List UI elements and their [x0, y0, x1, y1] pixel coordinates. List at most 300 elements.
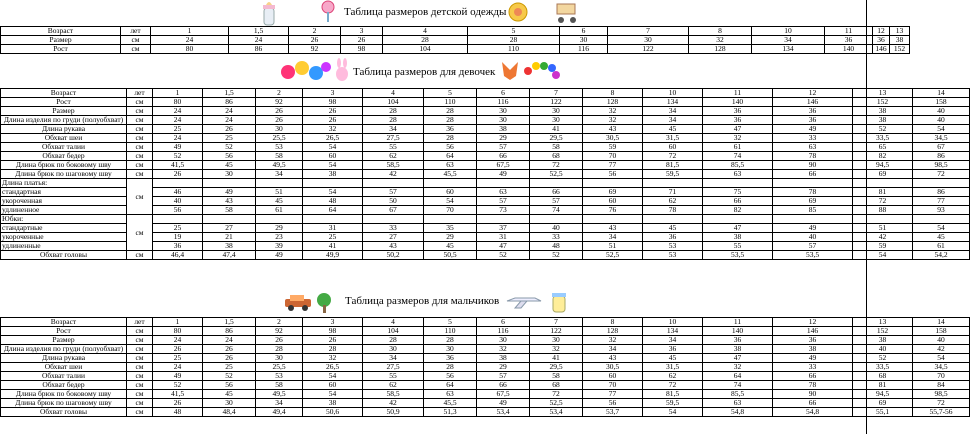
table-cell: 72: [530, 161, 583, 170]
table-cell: 5: [424, 89, 477, 98]
table-cell: 74: [703, 152, 773, 161]
table-cell: 80: [153, 98, 203, 107]
table-cell: 54: [913, 125, 970, 134]
table-cell: 55: [363, 372, 424, 381]
table-cell: 31,5: [643, 363, 703, 372]
table-cell: 25: [153, 354, 203, 363]
table-cell: 6: [477, 89, 530, 98]
table-cell: 30: [530, 336, 583, 345]
table-row: [1, 107, 970, 116]
bunny-icon: [334, 58, 350, 82]
table-cell: 58,5: [363, 390, 424, 399]
table-cell: Возраст: [1, 27, 121, 36]
table-cell: 30: [203, 399, 256, 408]
table-cell: 30: [203, 170, 256, 179]
table-cell: 32: [583, 107, 643, 116]
table-cell: 4: [363, 318, 424, 327]
table-cell: 38: [890, 36, 910, 45]
toy-car-icon: [283, 292, 313, 312]
table-cell: 73: [477, 206, 530, 215]
table-cell: 43: [583, 125, 643, 134]
table-cell: 134: [643, 98, 703, 107]
table-cell: 8: [583, 318, 643, 327]
table-cell: 70: [913, 372, 970, 381]
table-cell: 66: [773, 399, 853, 408]
table-cell: 30: [477, 336, 530, 345]
table-cell: 13: [890, 27, 910, 36]
table-cell: 32: [689, 36, 752, 45]
table-cell: 32: [477, 345, 530, 354]
table-cell: 24: [153, 134, 203, 143]
table-cell: 61: [256, 206, 303, 215]
table-cell: см: [127, 354, 153, 363]
table-cell: 67: [913, 143, 970, 152]
table-cell: стандартная: [1, 188, 127, 197]
table-cell: 140: [825, 45, 873, 54]
table-cell: 1: [151, 27, 229, 36]
table-cell: 69: [853, 170, 913, 179]
table-cell: 93: [913, 206, 970, 215]
table-cell: 45: [643, 354, 703, 363]
table-cell: 6: [477, 318, 530, 327]
table-row: [1, 408, 970, 417]
table-cell: 68: [530, 152, 583, 161]
table-cell: 45: [643, 125, 703, 134]
table-cell: 63: [424, 161, 477, 170]
baby-bottle-icon: [258, 0, 280, 26]
table-cell: 85,5: [703, 390, 773, 399]
beads-icon: [522, 60, 562, 82]
table-cell: 51: [853, 224, 913, 233]
table-cell: 58: [530, 143, 583, 152]
table-cell: 25: [303, 233, 363, 242]
table-cell: 28: [363, 107, 424, 116]
table-cell: 29,5: [530, 363, 583, 372]
table-cell: 57: [477, 372, 530, 381]
table-cell: 25: [153, 125, 203, 134]
table-cell: Обхват шеи: [1, 363, 127, 372]
table-cell: см: [127, 390, 153, 399]
table-cell: 12: [773, 89, 853, 98]
table-cell: 78: [773, 381, 853, 390]
table-cell: 62: [363, 381, 424, 390]
table-cell: 33: [530, 233, 583, 242]
table-cell: 36: [703, 107, 773, 116]
table-cell: 42: [913, 345, 970, 354]
table-cell: 57: [477, 197, 530, 206]
table-cell: 67: [363, 206, 424, 215]
pacifier-icon: [505, 0, 531, 26]
table-cell: 47: [703, 354, 773, 363]
table-cell: 78: [773, 152, 853, 161]
table-cell: 146: [773, 327, 853, 336]
table-cell: 54: [853, 251, 913, 260]
table-cell: Длина брюк по боковому шву: [1, 390, 127, 399]
table-cell: Длина рукава: [1, 354, 127, 363]
table-cell: 55,1: [853, 408, 913, 417]
table-cell: 25: [203, 134, 256, 143]
table-cell: 13: [853, 318, 913, 327]
table-cell: 24: [203, 336, 256, 345]
title-boys: Таблица размеров для мальчиков: [345, 295, 500, 307]
table-cell: 66: [530, 188, 583, 197]
table-cell: 63: [703, 170, 773, 179]
table-cell: 50,9: [363, 408, 424, 417]
table-cell: 36: [643, 233, 703, 242]
table-cell: Размер: [1, 336, 127, 345]
table-cell: 32: [303, 125, 363, 134]
table-cell: 47: [477, 242, 530, 251]
table-cell: 49: [256, 251, 303, 260]
table-cell: Длина изделия по груди (полуобхват): [1, 345, 127, 354]
table-cell: Обхват головы: [1, 251, 127, 260]
table-cell: 63: [703, 399, 773, 408]
table-cell: 14: [913, 89, 970, 98]
table-cell: 49: [773, 354, 853, 363]
table-cell: 64: [303, 206, 363, 215]
table-cell: 60: [643, 143, 703, 152]
table-cell: см: [127, 98, 153, 107]
table-cell: 29: [256, 224, 303, 233]
table-cell: см: [127, 170, 153, 179]
table-cell: 34: [583, 233, 643, 242]
table-cell: Возраст: [1, 89, 127, 98]
table-cell: 56: [203, 152, 256, 161]
table-cell: 5: [424, 318, 477, 327]
table-cell: 46: [153, 188, 203, 197]
table-cell: 45,5: [424, 170, 477, 179]
table-cell: 26: [153, 399, 203, 408]
table-cell: 134: [752, 45, 825, 54]
table-cell: 49: [773, 125, 853, 134]
table-cell: 43: [203, 197, 256, 206]
table-cell: 49,5: [256, 161, 303, 170]
table-cell: 80: [153, 327, 203, 336]
table-cell: 11: [703, 89, 773, 98]
table-cell: 52: [203, 143, 256, 152]
table-cell: 40: [153, 197, 203, 206]
table-cell: 42: [853, 233, 913, 242]
table-cell: 75: [703, 188, 773, 197]
table-row: [1, 336, 970, 345]
table-cell: 64: [424, 152, 477, 161]
table-cell: 36: [424, 354, 477, 363]
table-cell: 30: [256, 354, 303, 363]
table-cell: см: [127, 215, 153, 251]
table-cell: стандартные: [1, 224, 127, 233]
table-cell: 31,5: [643, 134, 703, 143]
table-cell: 104: [363, 98, 424, 107]
table-cell: 47: [703, 125, 773, 134]
table-cell: 58: [530, 372, 583, 381]
table-cell: см: [127, 161, 153, 170]
table-cell: 104: [363, 327, 424, 336]
table-cell: 30,5: [583, 363, 643, 372]
table-cell: 52: [153, 152, 203, 161]
table-cell: 80: [151, 45, 229, 54]
table-cell: 26: [153, 345, 203, 354]
table-cell: 10: [752, 27, 825, 36]
table-cell: 36: [424, 125, 477, 134]
table-cell: 68: [530, 381, 583, 390]
table-cell: 32: [703, 363, 773, 372]
table-cell: 48: [153, 408, 203, 417]
table-cell: 25,5: [256, 134, 303, 143]
table-cell: 33: [363, 224, 424, 233]
table-cell: 49: [477, 399, 530, 408]
table-cell: 59,5: [643, 399, 703, 408]
table-cell: 50: [363, 197, 424, 206]
table-cell: 4: [363, 89, 424, 98]
table-cell: 30: [363, 345, 424, 354]
table-cell: 14: [913, 318, 970, 327]
table-cell: 140: [703, 98, 773, 107]
table-cell: 86: [229, 45, 289, 54]
table-cell: лет: [127, 89, 153, 98]
table-cell: 152: [890, 45, 910, 54]
table-cell: 32: [583, 336, 643, 345]
table-cell: см: [127, 381, 153, 390]
table-cell: 2: [256, 318, 303, 327]
table-cell: 32: [303, 354, 363, 363]
table-cell: 78: [773, 188, 853, 197]
table-cell: 56: [583, 170, 643, 179]
table-cell: 54,8: [773, 408, 853, 417]
table-cell: 72: [853, 197, 913, 206]
table-cell: 28: [303, 345, 363, 354]
table-row: [1, 345, 970, 354]
table-cell: 30: [424, 345, 477, 354]
table-cell: Рост: [1, 98, 127, 107]
table-cell: 62: [643, 372, 703, 381]
table-cell: 40: [913, 107, 970, 116]
table-cell: 110: [424, 327, 477, 336]
table-cell: 19: [153, 233, 203, 242]
table-cell: 72: [530, 390, 583, 399]
children-size-table: [0, 26, 906, 54]
table-cell: 53,4: [477, 408, 530, 417]
table-cell: 58: [256, 152, 303, 161]
table-cell: 81,5: [643, 161, 703, 170]
table-cell: Обхват шеи: [1, 134, 127, 143]
table-row: [1, 170, 970, 179]
table-cell: 31: [477, 233, 530, 242]
table-cell: см: [127, 345, 153, 354]
table-cell: 38: [203, 242, 256, 251]
table-cell: 58: [256, 381, 303, 390]
table-cell: 51,3: [424, 408, 477, 417]
fox-icon: [500, 58, 520, 82]
table-cell: 34,5: [913, 134, 970, 143]
table-cell: см: [127, 363, 153, 372]
table-cell: 29,5: [530, 134, 583, 143]
table-cell: 81: [853, 188, 913, 197]
title-children: Таблица размеров детской одежды: [344, 6, 507, 18]
table-cell: 49: [153, 143, 203, 152]
table-cell: 38: [703, 345, 773, 354]
table-cell: 57: [773, 242, 853, 251]
table-cell: 28: [363, 116, 424, 125]
table-cell: 12: [773, 318, 853, 327]
table-cell: 59,5: [643, 170, 703, 179]
table-cell: 30: [608, 36, 689, 45]
table-cell: 27: [203, 224, 256, 233]
table-cell: 81,5: [643, 390, 703, 399]
table-cell: 66: [477, 152, 530, 161]
table-cell: 34: [643, 116, 703, 125]
table-cell: 116: [477, 98, 530, 107]
table-cell: 72: [643, 152, 703, 161]
table-cell: 63: [773, 143, 853, 152]
table-cell: 26: [256, 336, 303, 345]
table-cell: 28: [424, 336, 477, 345]
table-cell: 2: [289, 27, 341, 36]
table-cell: укороченные: [1, 233, 127, 242]
table-cell: 38: [703, 233, 773, 242]
table-cell: 122: [608, 45, 689, 54]
table-cell: 53,5: [773, 251, 853, 260]
table-cell: 39: [256, 242, 303, 251]
table-cell: 30: [560, 36, 608, 45]
table-cell: лет: [127, 318, 153, 327]
table-cell: 26: [289, 36, 341, 45]
table-cell: 98: [303, 98, 363, 107]
table-cell: см: [127, 134, 153, 143]
table-cell: 110: [468, 45, 560, 54]
table-cell: 77: [913, 197, 970, 206]
table-cell: 27,5: [363, 363, 424, 372]
table-cell: 62: [643, 197, 703, 206]
table-cell: Юбки:: [1, 215, 127, 224]
table-cell: 11: [825, 27, 873, 36]
table-cell: 82: [703, 206, 773, 215]
table-cell: 38: [303, 170, 363, 179]
table-cell: 30,5: [583, 134, 643, 143]
table-cell: 63: [424, 390, 477, 399]
table-cell: 92: [256, 98, 303, 107]
table-cell: 70: [583, 152, 643, 161]
table-cell: 55: [703, 242, 773, 251]
table-cell: 32: [530, 345, 583, 354]
table-cell: 54: [303, 188, 363, 197]
table-cell: 48: [303, 197, 363, 206]
table-cell: 30: [530, 107, 583, 116]
table-cell: 36: [153, 242, 203, 251]
table-cell: 54: [643, 408, 703, 417]
table-cell: 69: [583, 188, 643, 197]
table-cell: 57: [477, 143, 530, 152]
table-cell: 43: [583, 224, 643, 233]
table-row: [1, 215, 970, 224]
table-cell: 50,6: [303, 408, 363, 417]
table-row: [1, 125, 970, 134]
table-cell: 77: [583, 390, 643, 399]
table-row: [1, 390, 970, 399]
table-cell: 28: [468, 36, 560, 45]
table-cell: Рост: [1, 45, 121, 54]
table-row: [1, 45, 910, 54]
table-cell: 54: [913, 224, 970, 233]
table-cell: 57: [363, 188, 424, 197]
table-cell: 38: [853, 107, 913, 116]
table-cell: 58,5: [363, 161, 424, 170]
table-cell: 26: [303, 336, 363, 345]
table-cell: см: [127, 125, 153, 134]
rattle-icon: [318, 0, 338, 24]
table-cell: 26: [203, 345, 256, 354]
table-cell: см: [127, 336, 153, 345]
table-cell: 40: [773, 233, 853, 242]
table-cell: 140: [703, 327, 773, 336]
table-cell: 49: [773, 224, 853, 233]
table-cell: 34,5: [913, 363, 970, 372]
table-cell: 25: [153, 224, 203, 233]
table-row: [1, 116, 970, 125]
table-cell: 51: [256, 188, 303, 197]
table-cell: 90: [773, 390, 853, 399]
table-cell: 55: [363, 143, 424, 152]
table-cell: 76: [583, 206, 643, 215]
table-cell: 53: [256, 143, 303, 152]
title-girls: Таблица размеров для девочек: [353, 66, 496, 78]
table-row: [1, 399, 970, 408]
table-row: [1, 179, 970, 188]
table-cell: 58: [203, 206, 256, 215]
table-cell: 3: [341, 27, 383, 36]
table-cell: 34: [256, 399, 303, 408]
table-cell: 33,5: [853, 134, 913, 143]
table-cell: 43: [583, 354, 643, 363]
table-cell: 28: [424, 363, 477, 372]
table-cell: 128: [689, 45, 752, 54]
table-cell: 78: [643, 206, 703, 215]
table-cell: 49,4: [256, 408, 303, 417]
table-row: [1, 251, 970, 260]
table-cell: Размер: [1, 36, 121, 45]
table-cell: 29: [477, 134, 530, 143]
table-cell: 94,5: [853, 390, 913, 399]
table-cell: 55,7-56: [913, 408, 970, 417]
page-right-border: [866, 0, 867, 434]
table-cell: 47: [703, 224, 773, 233]
table-cell: см: [127, 143, 153, 152]
table-cell: 3: [303, 89, 363, 98]
table-cell: 54,8: [703, 408, 773, 417]
table-cell: 72: [643, 381, 703, 390]
table-cell: см: [127, 107, 153, 116]
table-cell: 60: [303, 381, 363, 390]
table-cell: Размер: [1, 107, 127, 116]
table-cell: 56: [583, 399, 643, 408]
table-cell: 29: [424, 233, 477, 242]
table-cell: 38: [477, 125, 530, 134]
table-cell: 31: [303, 224, 363, 233]
table-cell: 52: [153, 381, 203, 390]
table-cell: 24: [203, 116, 256, 125]
table-cell: 7: [608, 27, 689, 36]
table-cell: 26: [203, 354, 256, 363]
table-cell: 54: [303, 161, 363, 170]
table-cell: 53,4: [530, 408, 583, 417]
table-row: [1, 89, 970, 98]
table-cell: 98: [303, 327, 363, 336]
table-cell: 92: [256, 327, 303, 336]
table-cell: 38: [477, 354, 530, 363]
tree-icon: [315, 292, 333, 314]
table-cell: 45: [203, 390, 256, 399]
table-cell: 34: [752, 36, 825, 45]
table-cell: 26: [256, 107, 303, 116]
